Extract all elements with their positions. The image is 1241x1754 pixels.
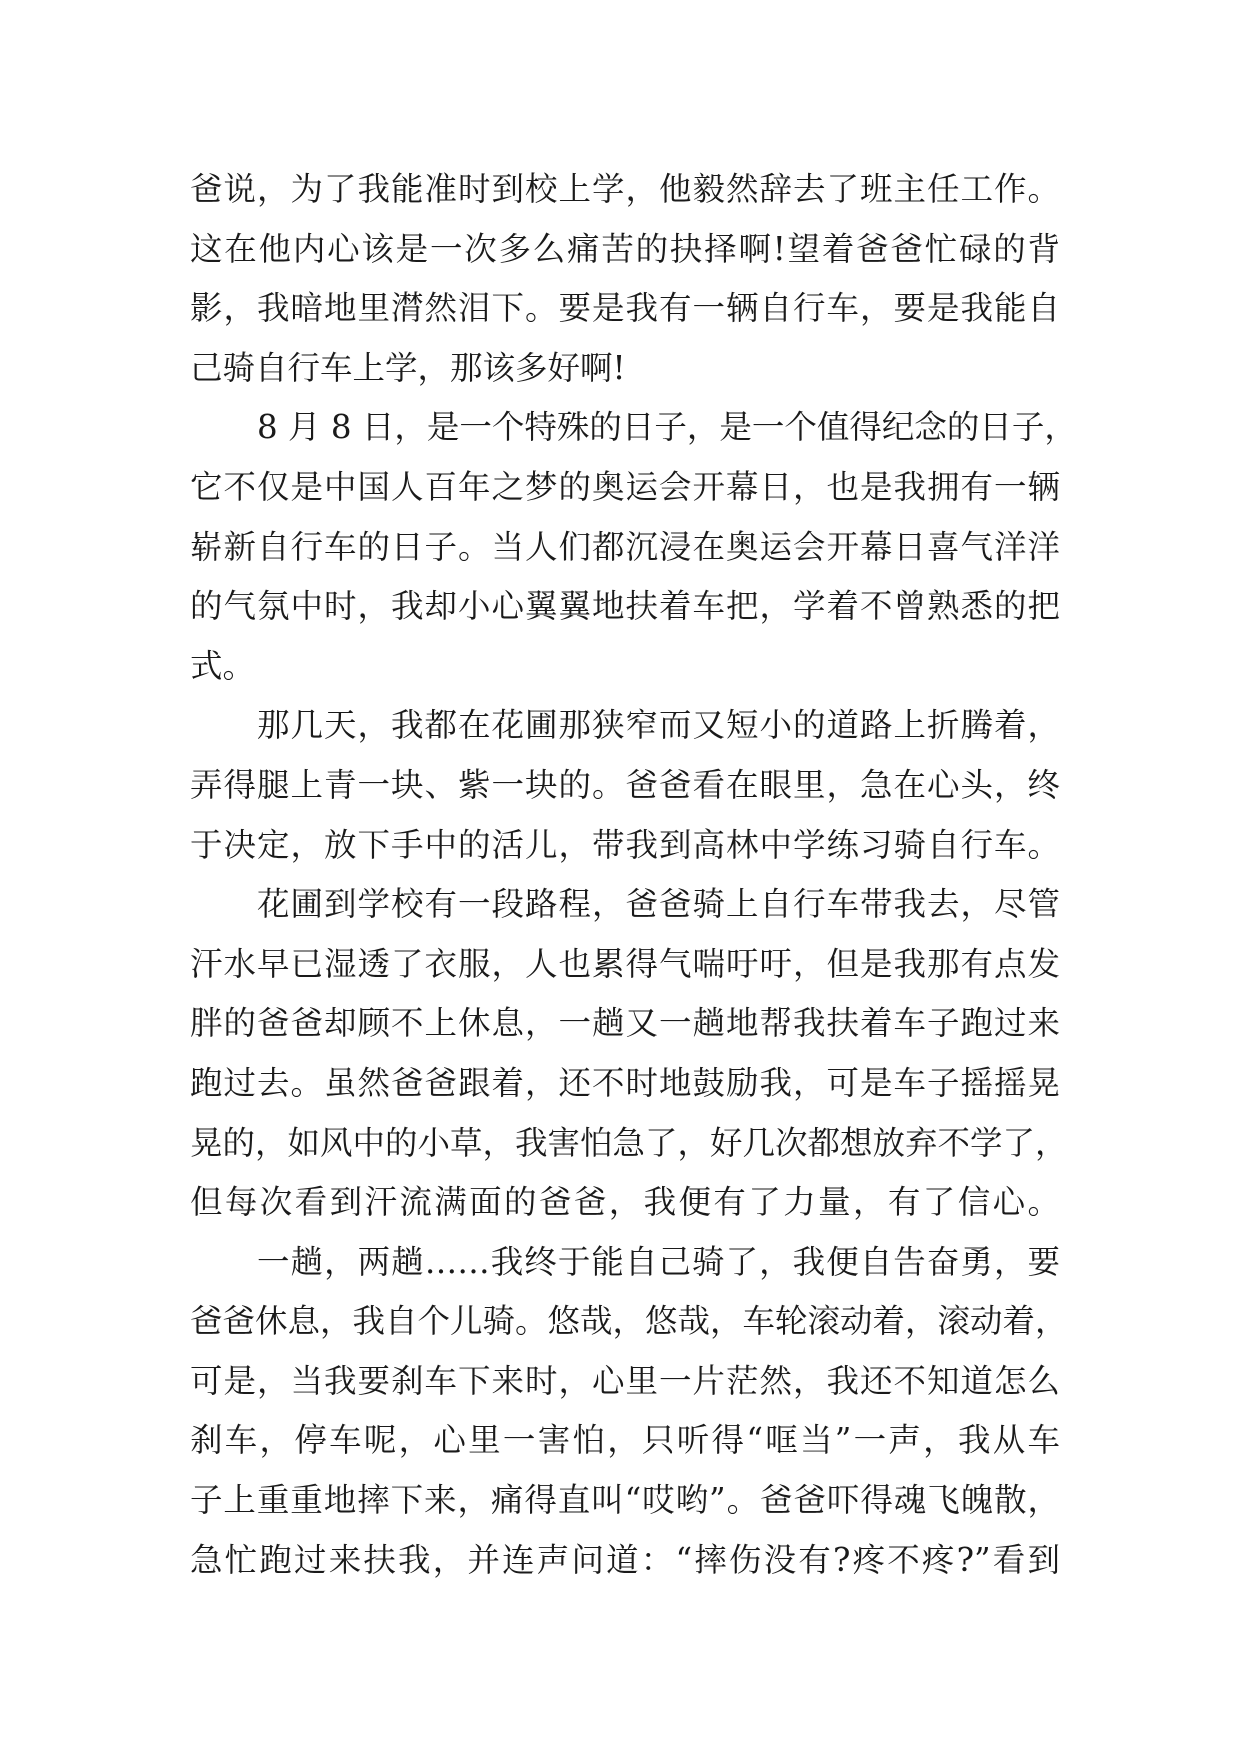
paragraph-line: 这在他内心该是一次多么痛苦的抉择啊!望着爸爸忙碌的背: [190, 229, 1060, 268]
paragraph-line: 爸说，为了我能准时到校上学，他毅然辞去了班主任工作。: [190, 170, 1060, 208]
paragraph-line: 急忙跑过来扶我，并连声问道：“摔伤没有?疼不疼?”看到: [190, 1540, 1060, 1579]
paragraph-line: 可是，当我要刹车下来时，心里一片茫然，我还不知道怎么: [190, 1361, 1060, 1400]
paragraph-first-line: 一趟，两趟……我终于能自己骑了，我便自告奋勇，要: [257, 1242, 1060, 1281]
paragraph-line: 爸爸休息，我自个儿骑。悠哉，悠哉，车轮滚动着，滚动着，: [190, 1302, 1068, 1341]
paragraph-first-line: 那几天，我都在花圃那狭窄而又短小的道路上折腾着，: [257, 706, 1060, 745]
paragraph-first-line: 8 月 8 日，是一个特殊的日子，是一个值得纪念的日子，: [257, 408, 1077, 447]
paragraph-line: 胖的爸爸却顾不上休息，一趟又一趟地帮我扶着车子跑过来: [190, 1004, 1060, 1043]
paragraph-line: 汗水早已湿透了衣服，人也累得气喘吁吁，但是我那有点发: [190, 944, 1060, 983]
paragraph-line: 崭新自行车的日子。当人们都沉浸在奥运会开幕日喜气洋洋: [190, 527, 1060, 566]
paragraph-line: 跑过去。虽然爸爸跟着，还不时地鼓励我，可是车子摇摇晃: [190, 1063, 1060, 1102]
paragraph-first-line: 花圃到学校有一段路程，爸爸骑上自行车带我去，尽管: [257, 885, 1060, 924]
paragraph-line: 刹车，停车呢，心里一害怕，只听得“哐当”一声，我从车: [190, 1421, 1060, 1460]
paragraph-line: 影，我暗地里潸然泪下。要是我有一辆自行车，要是我能自: [190, 289, 1060, 328]
paragraph-line: 式。: [190, 646, 256, 685]
paragraph-line: 它不仅是中国人百年之梦的奥运会开幕日，也是我拥有一辆: [190, 467, 1060, 506]
paragraph-line: 己骑自行车上学，那该多好啊!: [190, 348, 626, 387]
paragraph-line: 于决定，放下手中的活儿，带我到高林中学练习骑自行车。: [190, 825, 1060, 864]
paragraph-line: 子上重重地摔下来，痛得直叫“哎哟”。爸爸吓得魂飞魄散，: [190, 1481, 1060, 1520]
article-body: [190, 160, 1077, 1590]
paragraph-line: 但每次看到汗流满面的爸爸，我便有了力量，有了信心。: [190, 1183, 1060, 1222]
paragraph-line: 晃的，如风中的小草，我害怕急了，好几次都想放弃不学了，: [190, 1123, 1068, 1162]
paragraph-line: 的气氛中时，我却小心翼翼地扶着车把，学着不曾熟悉的把: [190, 587, 1060, 626]
paragraph-line: 弄得腿上青一块、紫一块的。爸爸看在眼里，急在心头，终: [190, 765, 1060, 804]
